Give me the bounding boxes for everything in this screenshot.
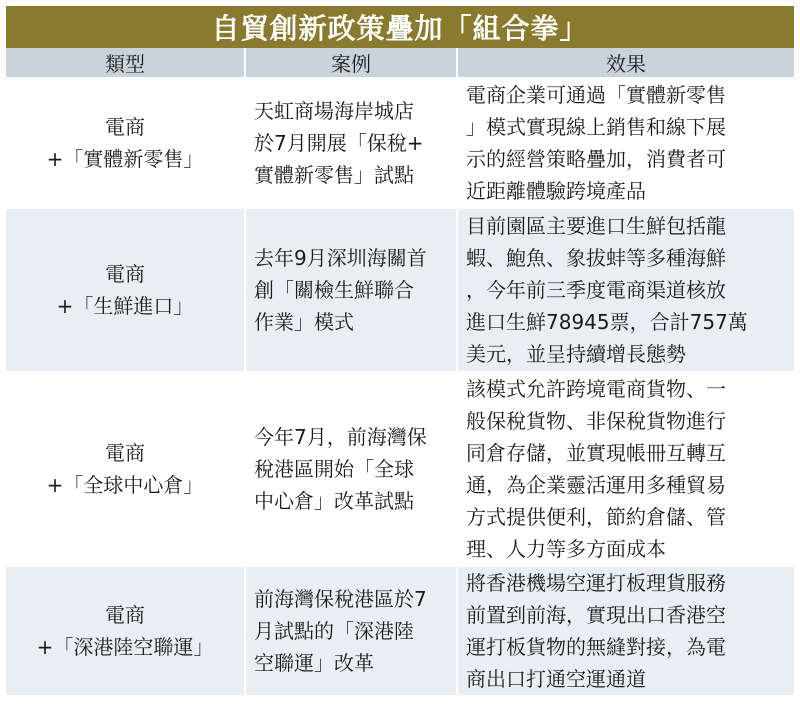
type-line: 電商 [105, 262, 145, 286]
type-line: +「實體新零售」 [46, 147, 204, 171]
case-line: 創「關檢生鮮聯合 [254, 278, 414, 302]
effect-line: 」模式實現線上銷售和線下展 [466, 115, 726, 139]
effect-line: 美元，並呈持續增長態勢 [466, 342, 686, 366]
effect-line: 同倉存儲，並實現帳冊互轉互 [466, 441, 726, 465]
case-line: 去年9月深圳海關首 [254, 246, 427, 270]
effect-line: 進口生鮮78945票，合計757萬 [466, 310, 748, 334]
effect-line: 運打板貨物的無縫對接，為電 [466, 635, 726, 659]
effect-line: 示的經營策略疊加，消費者可 [466, 147, 726, 171]
case-cell [245, 208, 457, 372]
header-effect: 效果 [457, 48, 794, 78]
type-line: 電商 [105, 441, 145, 465]
case-line: 天虹商場海岸城店 [254, 99, 414, 123]
case-cell [245, 372, 457, 566]
effect-line: 方式提供便利，節約倉儲、管 [466, 505, 726, 529]
table-row [6, 78, 794, 208]
effect-line: 將香港機場空運打板理貨服務 [466, 571, 726, 595]
case-line: 今年7月，前海灣保 [254, 425, 427, 449]
effect-line: 近距離體驗跨境產品 [466, 179, 646, 203]
effect-line: 理、人力等多方面成本 [466, 537, 666, 561]
policy-table [6, 48, 794, 695]
effect-cell [457, 566, 794, 695]
case-line: 中心倉」改革試點 [254, 489, 414, 513]
effect-line: 前置到前海，實現出口香港空 [466, 603, 726, 627]
effect-line: 商出口打通空運通道 [466, 667, 646, 691]
type-cell [6, 208, 245, 372]
type-line: +「全球中心倉」 [46, 473, 204, 497]
case-line: 作業」模式 [254, 310, 354, 334]
effect-cell [457, 78, 794, 208]
table-row [6, 566, 794, 695]
type-cell [6, 566, 245, 695]
effect-cell [457, 372, 794, 566]
table-row [6, 208, 794, 372]
table-title: 自貿創新政策疊加「組合拳」 [6, 6, 794, 48]
header-case: 案例 [245, 48, 457, 78]
header-type: 類型 [6, 48, 245, 78]
type-line: 電商 [105, 603, 145, 627]
effect-line: ，今年前三季度電商渠道核放 [466, 278, 726, 302]
type-line: +「生鮮進口」 [56, 294, 194, 318]
effect-line: 蝦、鮑魚、象拔蚌等多種海鮮 [466, 246, 726, 270]
policy-table-frame [6, 6, 794, 711]
table-row [6, 372, 794, 566]
type-line: 電商 [105, 115, 145, 139]
case-line: 前海灣保稅港區於7 [254, 587, 427, 611]
effect-line: 通，為企業靈活運用多種貿易 [466, 473, 726, 497]
case-line: 稅港區開始「全球 [254, 457, 414, 481]
case-line: 於7月開展「保稅+ [254, 131, 424, 155]
type-line: +「深港陸空聯運」 [36, 635, 214, 659]
type-cell [6, 372, 245, 566]
header-row [6, 48, 794, 78]
effect-line: 目前園區主要進口生鮮包括龍 [466, 214, 726, 238]
case-cell [245, 78, 457, 208]
case-line: 空聯運」改革 [254, 651, 374, 675]
effect-cell [457, 208, 794, 372]
case-line: 月試點的「深港陸 [254, 619, 414, 643]
effect-line: 般保稅貨物、非保稅貨物進行 [466, 409, 726, 433]
case-line: 實體新零售」試點 [254, 163, 414, 187]
effect-line: 電商企業可通過「實體新零售 [466, 83, 726, 107]
effect-line: 該模式允許跨境電商貨物、一 [466, 377, 726, 401]
type-cell [6, 78, 245, 208]
case-cell [245, 566, 457, 695]
